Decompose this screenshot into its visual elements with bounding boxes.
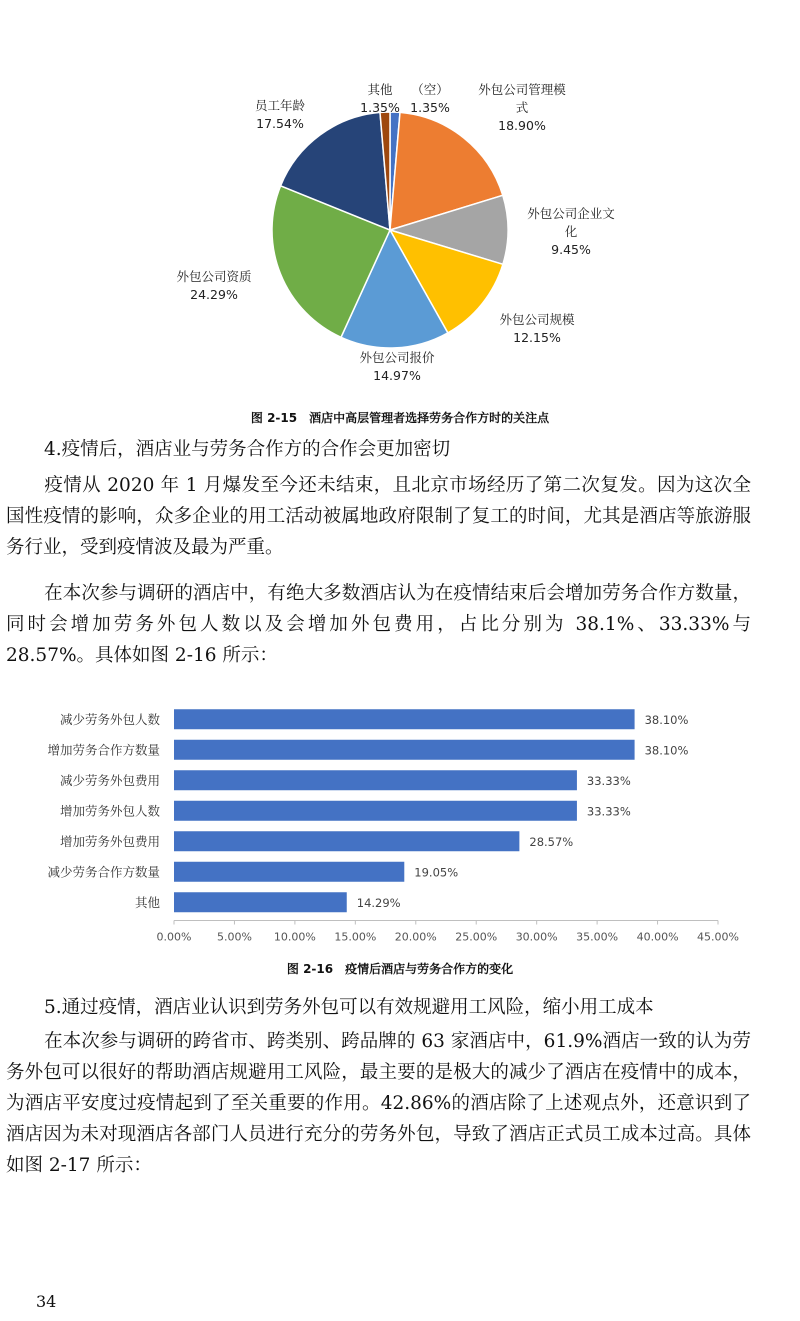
pie-slice-label: 外包公司规模 12.15% <box>499 312 575 345</box>
pie-slice-label: 外包公司报价 14.97% <box>359 350 435 383</box>
x-tick-label: 10.00% <box>273 930 316 944</box>
paragraph-3: 在本次参与调研的跨省市、跨类别、跨品牌的 63 家酒店中，61.9%酒店一致的认为劳务外包可以很好的帮助酒店规避用工风险，最主要的是极大的减少了酒店在疫情中的成本，为酒店平安度过疫情起到了至关重要的作用。42.86%的酒店除了上述观点外，还意识到了酒店因为未对现酒店各部门人员进行充分的劳务外包，导致了酒店正式员工成本过高。具体如图 2-17 所示： <box>6 1031 751 1176</box>
paragraph-1: 疫情从 2020 年 1 月爆发至今还未结束，且北京市场经历了第二次复发。因为这次全国性疫情的影响，众多企业的用工活动被属地政府限制了复工的时间，尤其是酒店等旅游服务行业，受到疫情波及最为严重。 <box>6 475 751 558</box>
bar-value-label: 19.05% <box>414 865 459 880</box>
bar-category-label: 减少劳务外包人数 <box>59 711 160 727</box>
pie-slice-label: 外包公司管理模式 18.90% <box>478 82 566 133</box>
pie-caption: 图 2-15 酒店中高层管理者选择劳务合作方时的关注点 <box>250 411 550 425</box>
bar <box>174 862 404 882</box>
pie-slice-label: 外包公司资质 24.29% <box>176 269 252 302</box>
page-number: 34 <box>36 1292 57 1311</box>
x-tick-label: 35.00% <box>576 930 619 944</box>
bar-category-label: 增加劳务外包人数 <box>59 803 160 819</box>
section-heading-5: 5.通过疫情，酒店业认识到劳务外包可以有效规避用工风险，缩小用工成本 <box>44 997 654 1018</box>
bar-category-label: 减少劳务合作方数量 <box>47 864 160 880</box>
bar <box>174 770 577 790</box>
bar <box>174 740 635 760</box>
bar-value-label: 28.57% <box>529 834 574 849</box>
bar-value-label: 38.10% <box>644 743 689 758</box>
x-tick-label: 25.00% <box>455 930 498 944</box>
pie-slice-label: （空） 1.35% <box>410 82 450 115</box>
x-tick-label: 15.00% <box>334 930 377 944</box>
bar-value-label: 33.33% <box>586 773 631 788</box>
pie-slice-label: 其他 1.35% <box>360 82 400 115</box>
bar <box>174 709 635 729</box>
x-tick-label: 30.00% <box>515 930 558 944</box>
x-tick-label: 0.00% <box>156 930 192 944</box>
bar <box>174 831 519 851</box>
bar-category-label: 减少劳务外包费用 <box>59 772 160 788</box>
x-tick-label: 45.00% <box>697 930 739 944</box>
bar-category-label: 其他 <box>134 894 160 910</box>
section-heading-4: 4.疫情后，酒店业与劳务合作方的合作会更加密切 <box>44 439 451 460</box>
bar-value-label: 14.29% <box>356 895 401 910</box>
bar-category-label: 增加劳务外包费用 <box>59 833 160 849</box>
pie-slice-label: 外包公司企业文化 9.45% <box>527 206 615 257</box>
bar-value-label: 33.33% <box>586 804 631 819</box>
x-tick-label: 40.00% <box>636 930 679 944</box>
pie-slice-label: 员工年龄 17.54% <box>254 98 306 131</box>
bar <box>174 892 347 912</box>
x-tick-label: 20.00% <box>394 930 437 944</box>
bar <box>174 801 577 821</box>
bar-caption: 图 2-16 疫情后酒店与劳务合作方的变化 <box>286 962 514 976</box>
bar-value-label: 38.10% <box>644 712 689 727</box>
x-tick-label: 5.00% <box>216 930 252 944</box>
paragraph-2: 在本次参与调研的酒店中，有绝大多数酒店认为在疫情结束后会增加劳务合作方数量，同时会增加劳务外包人数以及会增加外包费用，占比分别为 38.1%、33.33%与 28.57%。具体如图 2-16 所示： <box>6 583 751 666</box>
bar-category-label: 增加劳务合作方数量 <box>47 742 160 758</box>
pie-chart <box>0 70 800 400</box>
bar-chart <box>0 700 800 950</box>
